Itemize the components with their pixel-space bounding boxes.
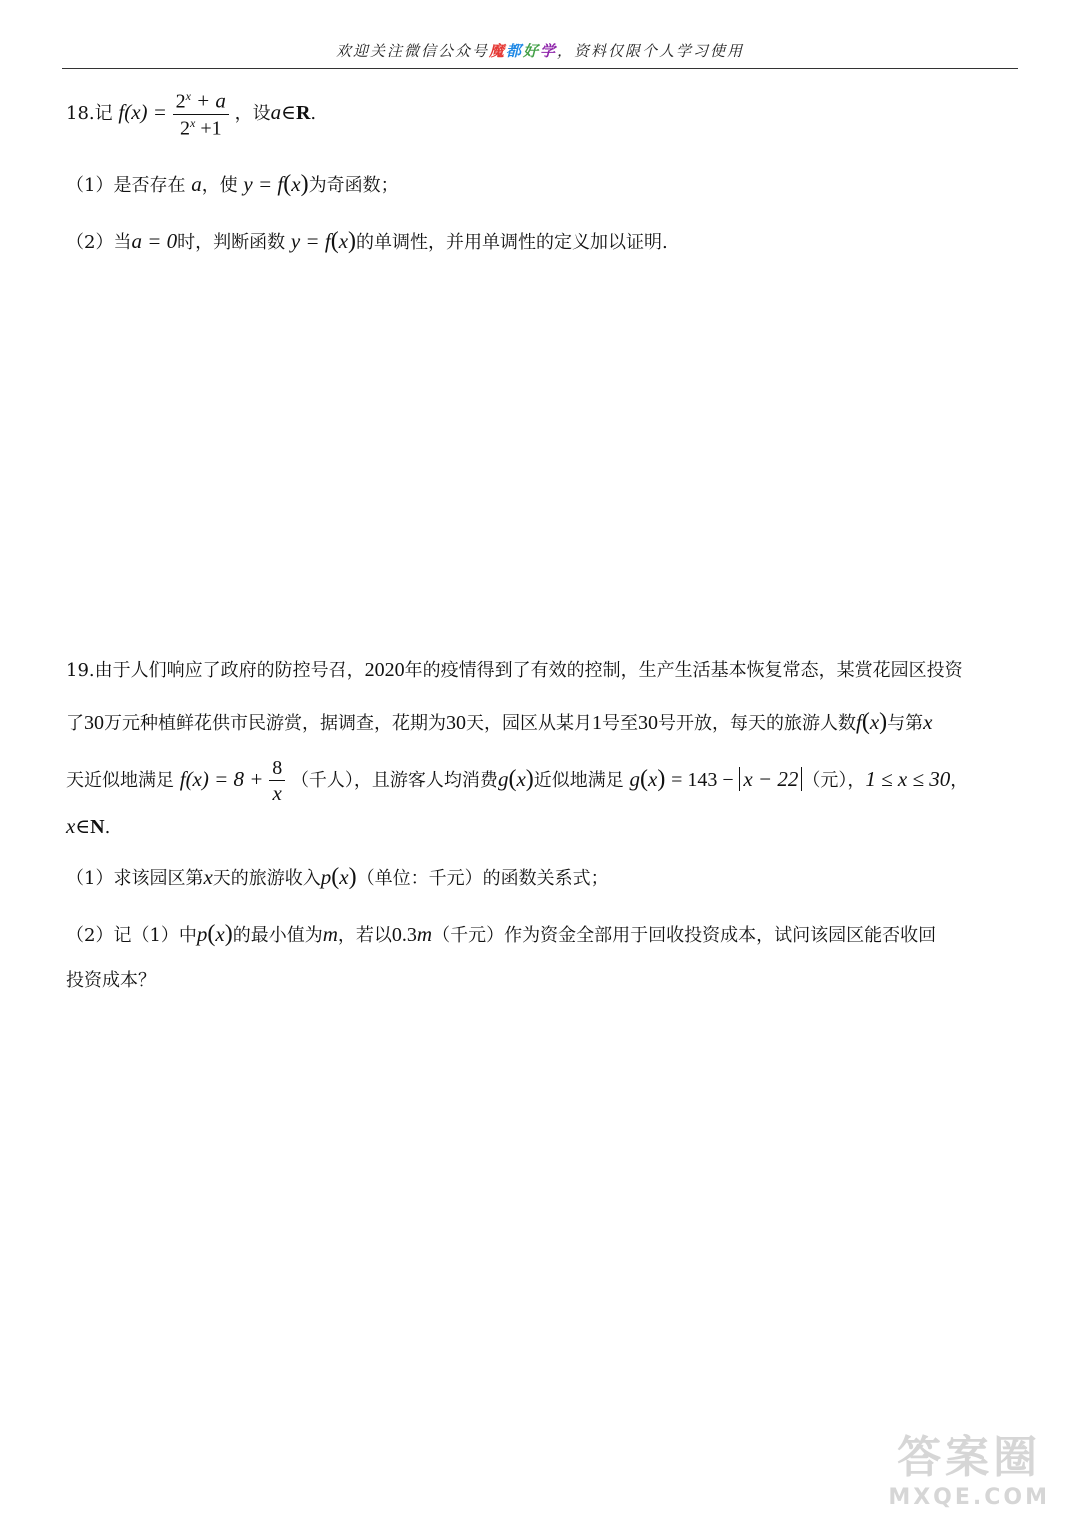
brand-char-4: 学 [540,42,558,60]
q19-p2-m2: m [416,922,433,946]
q19-p2-p: p [196,922,208,946]
q19-part1: （1）求该园区第x天的旅游收入p(x)（单位：千元）的函数关系式； [66,864,609,890]
q19-l3-fx: f(x) = 8 + [179,767,264,791]
q19-l2-d: 号开放，每天的旅游人数 [658,713,856,734]
q18-number: 18.记 [66,103,113,125]
q18-num-a: + a [196,88,226,113]
q19-l4-N: N [90,816,105,838]
q19-l3-x2: x [648,767,658,791]
q19-line3: 天近似地满足 f(x) = 8 + $\frac{8}{x}$ （千人），且游客人均消费g(x)近似地满足 g(x) = 143 − x − 22 （元），1 ≤ x ≤ 30， [66,757,969,805]
q19-l3-c: 近似地满足 [533,770,624,791]
q18-num-base: 2 [175,90,186,113]
watermark-line1: 答案圈 [897,1432,1042,1483]
q19-p2-d: （千元）作为资金全部用于回收投资成本，试问该园区能否收回 [432,925,937,946]
q19-l2-30: 30 [84,712,104,734]
q18-tail-R: R [295,102,311,125]
q19-p1-a: （1）求该园区第 [66,868,204,889]
q19-l3-range: 1 ≤ x ≤ 30 [865,767,951,791]
q19-l4-x: x [66,814,76,838]
q19-l2-f: f [856,710,862,734]
q19-l2-xx: x [923,710,933,734]
q19-p2-px: x [215,922,225,946]
q18-tail-pre: ，设 [234,103,271,125]
header-divider [62,68,1018,69]
q18-den-sup: x [189,115,196,130]
q19-p1-px: x [339,865,349,889]
q19-p2-m: m [322,922,338,946]
q18-stem [66,90,316,138]
q19-l1-year: 2020 [364,659,405,681]
q19-l2-c: 号至 [602,713,638,734]
q19-p1-c: （单位：千元）的函数关系式； [356,868,609,889]
q19-l3-num: 8 [269,758,285,781]
q19-line1 [66,660,963,680]
q19-p2-e: 投资成本？ [66,970,156,991]
q18-p2-y: y = f [290,229,331,253]
q19-p2-b: 的最小值为 [232,925,323,946]
q19-l2-1: 1 [592,712,602,734]
q19-l3-d: （元）， [802,770,866,791]
watermark-logo [888,1421,1050,1510]
q19-l3-abs: x − 22 [739,767,802,791]
q18-p2-label: （2）当 [66,232,132,253]
q19-l3-e: ， [950,770,969,791]
q19-l2-pre: 了 [66,713,84,734]
q19-l3-b: （千人），且游客人均消费 [290,770,498,791]
brand-char-1: 魔 [488,42,506,60]
watermark-line2: MXQE.COM [888,1485,1050,1510]
q19-l3-den: x [272,781,282,805]
q19-p2-a: （2）记（1）中 [66,925,197,946]
q19-l2-30b: 30 [446,712,466,734]
q18-tail-in: ∈ [281,102,296,125]
q18-p2-tail: 的单调性，并用单调性的定义加以证明. [356,232,668,253]
q19-l3-fraction [269,758,285,804]
q18-p2-mid: 时，判断函数 [177,232,286,253]
q19-l2-a: 万元种植鲜花供市民游赏，据调查，花期为 [104,713,446,734]
q19-part2: （2）记（1）中p(x)的最小值为m，若以0.3m（千元）作为资金全部用于回收投资成本，试问该园区能否收回 [66,921,937,947]
q19-l4-in: ∈ [75,816,91,838]
q19-p1-b: 天的旅游收入 [212,868,321,889]
q18-den-base: 2 [179,117,190,140]
q18-p2-a0: a = 0 [131,229,178,253]
q19-l4-dot: . [104,817,111,838]
brand-char-3: 好 [523,42,541,60]
q19-l3-eq: = 143 − [671,769,734,791]
q19-l3-x: x [516,767,526,791]
q18-den-1: +1 [200,117,222,140]
q18-p1-tail: 为奇函数； [308,175,399,196]
q19-l3-g2: g [629,767,640,791]
q18-p1-x: x [291,172,301,196]
q19-l2-30c: 30 [638,712,658,734]
q19-l2-x: x [869,710,880,734]
q18-p2-x: x [338,229,349,253]
q19-p1-p: p [320,865,332,889]
q19-part2-cont [66,972,156,990]
q18-fraction [173,90,229,138]
q18-p1-mid: ，使 [201,175,238,196]
q19-p2-c: ，若以 [337,925,392,946]
q18-fx: f(x) = [118,100,167,125]
q19-p2-03: 0.3 [391,924,417,946]
q18-part2: （2）当a = 0时，判断函数 y = f(x)的单调性，并用单调性的定义加以证明. [66,228,668,254]
q19-l3-g: g [497,767,509,791]
q18-p1-y: y = f [243,172,284,196]
q19-line4 [66,816,110,837]
q18-tail-a: a [270,100,282,125]
q19-l2-e: 与第 [887,713,924,734]
page-header [0,40,1080,61]
q18-p1-label: （1）是否存在 [66,175,186,196]
q19-l1-pre: 19.由于人们响应了政府的防控号召， [66,660,365,681]
q19-l1-post: 年的疫情得到了有效的控制，生产生活基本恢复常态，某赏花园区投资 [404,660,963,681]
q19-l2-b: 天，园区从某月 [466,713,592,734]
q18-num-sup: x [185,89,191,103]
q18-part1: （1）是否存在 a，使 y = f(x)为奇函数； [66,171,399,197]
q19-l3-a: 天近似地满足 [66,770,174,791]
q19-line2: 了30万元种植鲜花供市民游赏，据调查，花期为30天，园区从某月1号至30号开放，每天的旅游人数f(x)与第x [66,709,933,735]
header-text-pre: 欢迎关注微信公众号 [335,42,489,60]
q18-tail-dot: . [310,103,317,125]
q18-p1-a: a [191,172,202,196]
header-text-post: ，资料仅限个人学习使用 [557,42,745,60]
q19-p1-x: x [203,865,213,889]
brand-char-2: 都 [505,42,523,60]
